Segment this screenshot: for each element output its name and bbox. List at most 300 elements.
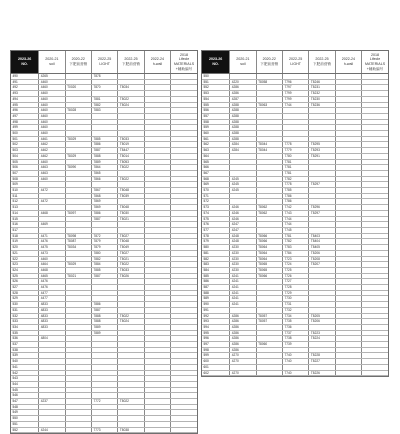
row-number-cell: 582 — [202, 256, 230, 262]
table-cell: 4284 — [230, 142, 256, 148]
table-cell: 4244 — [39, 427, 65, 433]
row-number-cell: 567 — [202, 170, 230, 176]
table-cell: 7780 — [282, 153, 308, 159]
table-cell: T8024 — [118, 319, 144, 325]
row-number-cell: 596 — [202, 336, 230, 342]
table-cell: 7727 — [282, 279, 308, 285]
table-cell: 7772 — [91, 399, 117, 405]
table-cell: 4460 — [39, 256, 65, 262]
table-cell: 7886 — [91, 142, 117, 148]
table-cell: T8022 — [118, 399, 144, 405]
table-cell: 4475 — [39, 245, 65, 251]
table-cell: T8291 — [309, 153, 335, 159]
table-cell: 7869 — [91, 205, 117, 211]
table-cell: T8066 — [256, 239, 282, 245]
table-cell: 4270 — [230, 353, 256, 359]
row-number-cell: 573 — [202, 205, 230, 211]
table-cell: T8208 — [309, 256, 335, 262]
row-number-cell: 533 — [11, 319, 39, 325]
row-number-cell: 586 — [202, 279, 230, 285]
table-cell: T8060 — [256, 342, 282, 348]
row-number-cell: 599 — [202, 353, 230, 359]
table-cell: 4460 — [39, 102, 65, 108]
table-cell: 4464 — [39, 262, 65, 268]
row-number-cell: 578 — [202, 233, 230, 239]
table-cell: T8034 — [65, 245, 91, 251]
row-number-cell: 551 — [202, 79, 230, 85]
table-cell: T0020 — [65, 85, 91, 91]
row-number-cell: 602 — [202, 370, 230, 376]
table-cell: 4833 — [39, 313, 65, 319]
table-cell: 4241 — [230, 273, 256, 279]
table-cell: T8022 — [118, 96, 144, 102]
table-cell: T8405 — [309, 245, 335, 251]
row-number-cell: 525 — [11, 273, 39, 279]
table-cell: T8228 — [309, 353, 335, 359]
row-number-cell: 589 — [202, 296, 230, 302]
table-cell: 4476 — [39, 285, 65, 291]
row-number-cell: 560 — [202, 131, 230, 137]
table-cell: 7887 — [91, 216, 117, 222]
table-cell: T8062 — [256, 205, 282, 211]
row-number-cell: 587 — [202, 285, 230, 291]
table-cell: 7889 — [91, 330, 117, 336]
right-header-no: 2023-26 NO. — [202, 51, 230, 74]
right-header-row — [202, 51, 388, 74]
row-number-cell: 580 — [202, 245, 230, 251]
table-cell: T8224 — [309, 336, 335, 342]
table-cell: T8030 — [118, 210, 144, 216]
left-header-fert-2020: 2020-22 下肥前营销 — [65, 51, 91, 74]
left-table-grid — [11, 51, 197, 433]
table-cell: T8297 — [309, 182, 335, 188]
table-cell: 4288 — [230, 108, 256, 114]
right-header-materials: 2018 Lifecle MATERIALS +辅助编号 — [362, 51, 388, 74]
table-cell: T8064 — [256, 245, 282, 251]
table-cell: 7786 — [282, 199, 308, 205]
row-number-cell: 531 — [11, 307, 39, 313]
right-header-light: 2022-25 LIGHT — [282, 51, 308, 74]
table-cell: 7880 — [91, 250, 117, 256]
row-number-cell: 524 — [11, 267, 39, 273]
table-cell: 4288 — [230, 125, 256, 131]
row-number-cell: 553 — [202, 91, 230, 97]
row-number-cell: 520 — [11, 245, 39, 251]
row-number-cell: 592 — [202, 313, 230, 319]
table-cell: T8021 — [118, 216, 144, 222]
row-number-cell: 521 — [11, 250, 39, 256]
table-cell: T8447 — [118, 148, 144, 154]
table-cell: 7781 — [282, 165, 308, 171]
row-number-cell: 493 — [11, 91, 39, 97]
table-cell: T8065 — [256, 262, 282, 268]
right-header-hwall: 2022-24 h-wall — [335, 51, 361, 74]
table-cell: 7888 — [91, 153, 117, 159]
table-cell: 4288 — [230, 136, 256, 142]
table-cell: T8024 — [118, 102, 144, 108]
table-cell: T8022 — [118, 313, 144, 319]
table-cell: 4246 — [230, 216, 256, 222]
table-cell: T8087 — [65, 239, 91, 245]
table-cell: T8048 — [118, 239, 144, 245]
table-cell: T8223 — [309, 330, 335, 336]
table-cell: 4241 — [230, 279, 256, 285]
table-cell: 7773 — [91, 427, 117, 433]
table-cell: 4460 — [39, 108, 65, 114]
table-cell: 7723 — [282, 256, 308, 262]
table-cell: 4460 — [39, 113, 65, 119]
row-number-cell: 546 — [11, 393, 39, 399]
table-cell: 7882 — [91, 256, 117, 262]
table-cell: T8049 — [118, 245, 144, 251]
table-cell: 4463 — [39, 165, 65, 171]
row-number-cell: 577 — [202, 227, 230, 233]
table-cell: 7882 — [91, 102, 117, 108]
row-number-cell: 508 — [11, 176, 39, 182]
table-cell: T8296 — [309, 205, 335, 211]
row-number-cell: 563 — [202, 148, 230, 154]
table-cell: 7868 — [91, 193, 117, 199]
table-cell: 4230 — [230, 256, 256, 262]
row-number-cell: 505 — [11, 159, 39, 165]
table-cell: 7731 — [282, 302, 308, 308]
table-cell: 4286 — [230, 342, 256, 348]
table-cell: T8230 — [309, 96, 335, 102]
row-number-cell: 548 — [11, 404, 39, 410]
table-cell: T8066 — [256, 273, 282, 279]
table-cell: 4476 — [39, 279, 65, 285]
table-cell: 7867 — [91, 188, 117, 194]
table-cell: 4460 — [39, 119, 65, 125]
table-cell: 7869 — [91, 199, 117, 205]
table-cell: T8021 — [118, 256, 144, 262]
table-cell: 4460 — [39, 91, 65, 97]
row-number-cell: 570 — [202, 188, 230, 194]
table-cell: T8057 — [256, 319, 282, 325]
table-cell: T8019 — [118, 142, 144, 148]
table-cell: 7734 — [282, 313, 308, 319]
table-cell: T8022 — [118, 165, 144, 171]
table-cell: 7797 — [282, 85, 308, 91]
table-cell: T8057 — [256, 313, 282, 319]
table-cell: 4247 — [230, 227, 256, 233]
table-cell: 7742 — [282, 205, 308, 211]
row-number-cell: 500 — [11, 131, 39, 137]
table-cell: 4460 — [39, 131, 65, 137]
row-number-cell: 515 — [11, 216, 39, 222]
row-number-cell: 526 — [11, 279, 39, 285]
row-number-cell: 535 — [11, 330, 39, 336]
table-cell: T8404 — [309, 239, 335, 245]
right-table — [201, 50, 389, 377]
table-cell: 7888 — [91, 319, 117, 325]
table-cell: 4220 — [230, 79, 256, 85]
row-number-cell: 530 — [11, 302, 39, 308]
table-cell: 4286 — [230, 336, 256, 342]
table-cell: 7879 — [91, 239, 117, 245]
row-number-cell: 549 — [11, 410, 39, 416]
right-header-soil: 2020-21 soil — [230, 51, 256, 74]
table-cell: 4460 — [39, 159, 65, 165]
row-number-cell: 552 — [11, 427, 39, 433]
table-cell: 4288 — [230, 113, 256, 119]
table-cell: 4248 — [230, 239, 256, 245]
row-number-cell: 510 — [11, 188, 39, 194]
table-cell: 4461 — [39, 136, 65, 142]
row-number-cell: 522 — [11, 256, 39, 262]
row-number-cell: 496 — [11, 108, 39, 114]
row-number-cell: 581 — [202, 250, 230, 256]
table-cell: T8227 — [309, 359, 335, 365]
table-cell: 4245 — [230, 182, 256, 188]
table-cell: 4473 — [39, 250, 65, 256]
table-row — [202, 370, 388, 376]
table-cell: 7740 — [282, 353, 308, 359]
table-cell: T8207 — [309, 262, 335, 268]
table-cell: 4241 — [230, 290, 256, 296]
table-cell: 7783 — [282, 245, 308, 251]
table-cell: 4833 — [39, 302, 65, 308]
table-cell: T8027 — [118, 233, 144, 239]
table-cell: 4288 — [230, 119, 256, 125]
table-cell: 7785 — [282, 188, 308, 194]
right-header-fert-2020: 2020-22 下肥前营销 — [256, 51, 282, 74]
row-number-cell: 537 — [11, 342, 39, 348]
row-number-cell: 542 — [11, 370, 39, 376]
row-number-cell: 554 — [202, 96, 230, 102]
table-cell: 7887 — [91, 148, 117, 154]
table-cell: 7735 — [282, 319, 308, 325]
table-cell: 4248 — [230, 233, 256, 239]
row-number-cell: 528 — [11, 290, 39, 296]
row-number-cell: 597 — [202, 342, 230, 348]
table-cell: T8048 — [118, 188, 144, 194]
row-number-cell: 507 — [11, 170, 39, 176]
table-cell: 4284 — [230, 148, 256, 154]
table-row — [11, 427, 197, 433]
table-cell: T8236 — [309, 102, 335, 108]
table-cell: 4230 — [230, 250, 256, 256]
row-number-cell: 539 — [11, 353, 39, 359]
table-cell: 7799 — [282, 96, 308, 102]
table-cell: 4270 — [230, 359, 256, 365]
table-cell: T8014 — [118, 153, 144, 159]
table-cell: 7782 — [282, 239, 308, 245]
table-cell: 7886 — [91, 302, 117, 308]
table-cell: 7728 — [282, 285, 308, 291]
table-cell: T8026 — [118, 273, 144, 279]
table-cell: 4270 — [230, 370, 256, 376]
table-cell: 7744 — [282, 216, 308, 222]
table-cell: 4287 — [230, 96, 256, 102]
table-cell: 7786 — [282, 193, 308, 199]
row-number-cell: 543 — [11, 376, 39, 382]
table-cell: T8038 — [118, 427, 144, 433]
table-cell — [144, 427, 170, 433]
table-cell: T8064 — [256, 250, 282, 256]
row-number-cell: 574 — [202, 210, 230, 216]
table-cell: 7724 — [282, 262, 308, 268]
table-cell: 4247 — [230, 222, 256, 228]
table-cell: 7778 — [282, 142, 308, 148]
table-cell: 7885 — [91, 267, 117, 273]
table-cell: 4230 — [230, 245, 256, 251]
table-cell: 4246 — [230, 205, 256, 211]
row-number-cell: 492 — [11, 85, 39, 91]
table-cell: T8098 — [65, 233, 91, 239]
right-table-grid — [202, 51, 388, 376]
row-number-cell: 517 — [11, 227, 39, 233]
table-cell: 4463 — [39, 170, 65, 176]
table-cell: 4265 — [39, 74, 65, 80]
table-cell: T8297 — [309, 210, 335, 216]
table-cell: T8021 — [65, 273, 91, 279]
table-cell: 7879 — [91, 245, 117, 251]
table-cell: 7738 — [282, 336, 308, 342]
table-cell: T8097 — [65, 210, 91, 216]
table-cell: 4286 — [230, 347, 256, 353]
table-cell: T8205 — [309, 313, 335, 319]
table-cell: 4286 — [230, 330, 256, 336]
table-cell: T8044 — [256, 148, 282, 154]
row-number-cell: 550 — [11, 416, 39, 422]
table-cell: T8295 — [309, 142, 335, 148]
table-cell: 4462 — [39, 142, 65, 148]
row-number-cell: 536 — [11, 336, 39, 342]
row-number-cell: 518 — [11, 233, 39, 239]
table-cell: 4246 — [230, 210, 256, 216]
table-cell: T8029 — [65, 262, 91, 268]
table-cell: 7778 — [282, 182, 308, 188]
row-number-cell: 506 — [11, 165, 39, 171]
table-cell: 4286 — [230, 85, 256, 91]
row-number-cell: 497 — [11, 113, 39, 119]
table-cell: 4468 — [39, 267, 65, 273]
row-number-cell: 583 — [202, 262, 230, 268]
row-number-cell: 557 — [202, 113, 230, 119]
row-number-cell: 559 — [202, 125, 230, 131]
row-number-cell: 593 — [202, 319, 230, 325]
table-cell: 4237 — [39, 399, 65, 405]
table-cell: 4288 — [230, 131, 256, 137]
row-number-cell: 511 — [11, 193, 39, 199]
left-header-light: 2022-25 LIGHT — [91, 51, 117, 74]
table-cell: 7732 — [282, 307, 308, 313]
row-number-cell: 575 — [202, 216, 230, 222]
table-cell: 4230 — [230, 267, 256, 273]
table-cell: 4241 — [230, 302, 256, 308]
table-cell: T8065 — [256, 267, 282, 273]
row-number-cell: 561 — [202, 136, 230, 142]
table-cell — [256, 370, 282, 376]
row-number-cell: 595 — [202, 330, 230, 336]
row-number-cell: 544 — [11, 381, 39, 387]
table-cell: 7740 — [282, 359, 308, 365]
table-cell: 4286 — [230, 91, 256, 97]
row-number-cell: 516 — [11, 222, 39, 228]
row-number-cell: 527 — [11, 285, 39, 291]
row-number-cell: 503 — [11, 148, 39, 154]
table-cell: 7872 — [91, 233, 117, 239]
row-number-cell: 552 — [202, 85, 230, 91]
table-cell: 7740 — [282, 370, 308, 376]
table-cell: 4477 — [39, 296, 65, 302]
table-cell: T8029 — [65, 153, 91, 159]
row-number-cell: 514 — [11, 210, 39, 216]
table-cell: 4469 — [39, 222, 65, 228]
row-number-cell: 490 — [11, 74, 39, 80]
row-number-cell: 576 — [202, 222, 230, 228]
table-cell: 7887 — [91, 273, 117, 279]
row-number-cell: 532 — [11, 313, 39, 319]
table-cell: 7744 — [282, 102, 308, 108]
table-cell: 4286 — [230, 324, 256, 330]
row-number-cell: 509 — [11, 182, 39, 188]
row-number-cell: 591 — [202, 307, 230, 313]
left-header-soil: 2020-21 soil — [39, 51, 65, 74]
left-table-body — [11, 74, 197, 433]
row-number-cell: 491 — [11, 79, 39, 85]
table-cell: 7887 — [91, 307, 117, 313]
table-cell: T8039 — [118, 193, 144, 199]
table-cell: 7864 — [91, 165, 117, 171]
table-cell: 7878 — [91, 74, 117, 80]
row-number-cell: 541 — [11, 364, 39, 370]
table-cell: T8022 — [118, 176, 144, 182]
table-cell: 7736 — [282, 324, 308, 330]
table-cell: 4462 — [39, 153, 65, 159]
row-number-cell: 499 — [11, 125, 39, 131]
row-number-cell: 569 — [202, 182, 230, 188]
table-cell: 4286 — [230, 319, 256, 325]
table-cell: 7745 — [282, 227, 308, 233]
row-number-cell: 523 — [11, 262, 39, 268]
table-cell: 7886 — [91, 210, 117, 216]
row-number-cell: 556 — [202, 108, 230, 114]
table-cell — [65, 427, 91, 433]
table-cell: 4833 — [39, 324, 65, 330]
left-header-materials: 2018 Lifecle MATERIALS +辅助编号 — [171, 51, 197, 74]
table-cell: 7726 — [282, 273, 308, 279]
table-cell: T8064 — [256, 256, 282, 262]
table-cell: 4460 — [39, 125, 65, 131]
table-cell: 7784 — [282, 250, 308, 256]
table-cell: 7781 — [282, 159, 308, 165]
table-cell: 4245 — [230, 188, 256, 194]
table-cell: T8058 — [256, 79, 282, 85]
table-cell: 7889 — [91, 159, 117, 165]
left-header-no: 2023-26 NO. — [11, 51, 39, 74]
row-number-cell: 594 — [202, 324, 230, 330]
table-cell: T8293 — [309, 148, 335, 154]
row-number-cell: 538 — [11, 347, 39, 353]
table-cell: 7799 — [282, 91, 308, 97]
row-number-cell: 568 — [202, 176, 230, 182]
row-number-cell: 572 — [202, 199, 230, 205]
table-cell: T8034 — [118, 85, 144, 91]
table-cell: T8033 — [118, 267, 144, 273]
left-table — [10, 50, 198, 434]
table-cell: T8053 — [118, 159, 144, 165]
table-cell: 7779 — [282, 148, 308, 154]
row-number-cell: 550 — [202, 74, 230, 80]
table-cell: 4245 — [230, 176, 256, 182]
table-cell: T8206 — [309, 319, 335, 325]
table-cell: T8027 — [118, 250, 144, 256]
row-number-cell: 498 — [11, 119, 39, 125]
row-number-cell: 600 — [202, 359, 230, 365]
row-number-cell: 555 — [202, 102, 230, 108]
